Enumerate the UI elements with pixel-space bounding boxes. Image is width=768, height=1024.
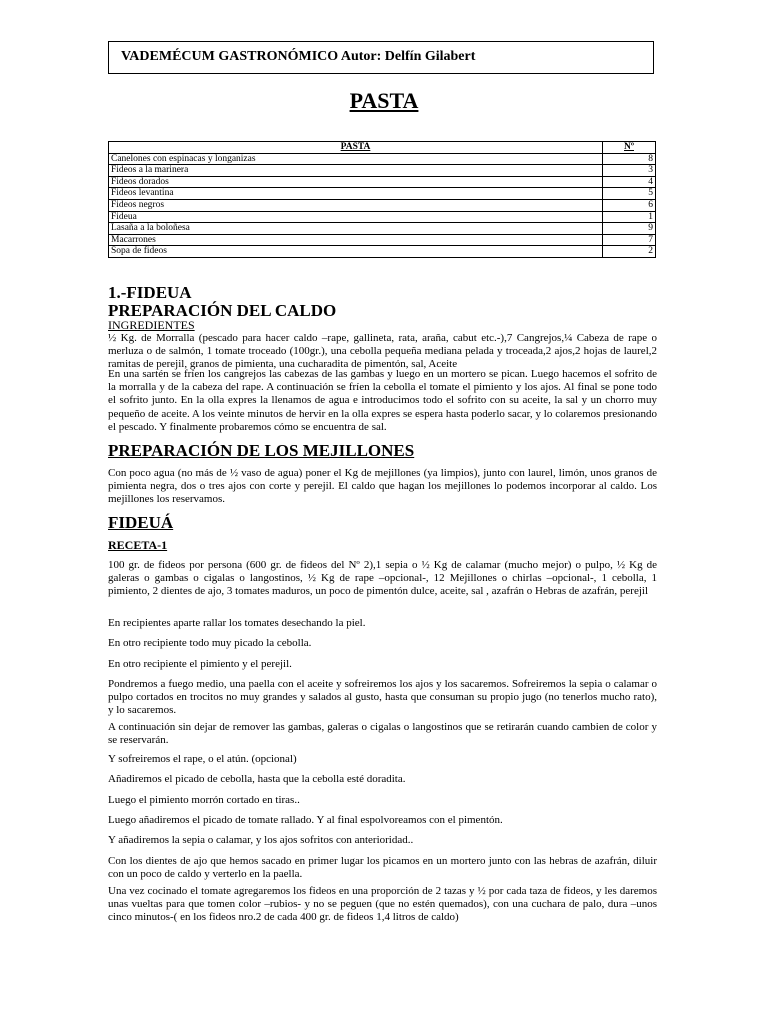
recipe-step: En otro recipiente todo muy picado la cebolla. xyxy=(108,637,312,649)
table-row xyxy=(109,199,656,211)
recipe-name-cell: Macarrones xyxy=(109,234,603,246)
recipe-number-cell: 7 xyxy=(603,234,656,246)
ingredients-paragraph: ½ Kg. de Morralla (pescado para hacer caldo –rape, gallineta, rata, araña, cabut etc.-),7 Cangrejos,¼ Cabeza de rape o merluza o de salmón, 1 tomate troceado (100gr.), una cebolla pequeña mediana pelada y troceada,2 ajos,2 hojas de laurel,2 ramitas de perejil, granos de pimienta, una cucharadita de pimentón, sal, Aceite xyxy=(108,332,657,371)
table-row xyxy=(109,153,656,165)
recipe-number-cell: 5 xyxy=(603,188,656,200)
caldo-preparation-paragraph: En una sartén se fríen los cangrejos las cabezas de las gambas y luego en un mortero se pican. Luego hacemos el sofrito de la morralla y de la cabeza del rape. A continuación se fríen la cebolla el tomate el pimiento y los ajos. Al final se pone todo el sofrito junto. En la olla expres la llenamos de agua e introducimos todo el sofrito con su aceite, la sal y un chorro muy pequeño de aceite. A los veinte minutos de hervir en la olla expres se espera hasta poderlo sacar, y lo colaremos presionando el pescado. Y finalmente probaremos cómo se encuentra de sal. xyxy=(108,368,657,433)
column-header-number: Nº xyxy=(603,142,656,154)
recipe-ingredients-paragraph: 100 gr. de fideos por persona (600 gr. de fideos del Nº 2),1 sepia o ½ Kg de calamar (mucho mejor) o pulpo, ½ Kg de galeras o gambas o cigalas o langostinos, ½ Kg de rape –opcional-, 12 Mejillones o chirlas –opcional-, 1 cebolla, 1 pimiento, 2 dientes de ajo, 3 tomates maduros, un poco de pimentón dulce, aceite, sal , azafrán o Hebras de azafrán, perejil xyxy=(108,559,657,598)
recipe-step: Añadiremos el picado de cebolla, hasta que la cebolla esté doradita. xyxy=(108,773,406,785)
recipe-step: Luego el pimiento morrón cortado en tiras.. xyxy=(108,794,300,806)
recipe-name-cell: Fideos a la marinera xyxy=(109,165,603,177)
table-row xyxy=(109,234,656,246)
section-heading-caldo: PREPARACIÓN DEL CALDO xyxy=(108,301,337,320)
section-heading-mejillones: PREPARACIÓN DE LOS MEJILLONES xyxy=(108,441,415,460)
table-row xyxy=(109,176,656,188)
recipe-step: A continuación sin dejar de remover las gambas, galeras o cigalas o langostinos que se retirarán cuando cambien de color y se reservarán. xyxy=(108,721,657,747)
recipe-name-cell: Fideos negros xyxy=(109,199,603,211)
header-text: VADEMÉCUM GASTRONÓMICO Autor: Delfín Gilabert xyxy=(121,49,476,64)
recipe-number-cell: 9 xyxy=(603,223,656,235)
recipe-index-table xyxy=(108,141,656,258)
mejillones-paragraph: Con poco agua (no más de ½ vaso de agua) poner el Kg de mejillones (ya limpios), junto con laurel, limón, unos granos de pimienta negra, dos o tres ajos con corte y perejil. El caldo que hagan los mejillones lo podemos incorporar al caldo. Los mejillones los reservamos. xyxy=(108,467,657,506)
table-row xyxy=(109,223,656,235)
recipe-step: Y añadiremos la sepia o calamar, y los ajos sofritos con anterioridad.. xyxy=(108,834,414,846)
recipe-name-cell: Sopa de fideos xyxy=(109,246,603,258)
recipe-number-cell: 1 xyxy=(603,211,656,223)
table-row xyxy=(109,165,656,177)
table-header-row xyxy=(109,142,656,154)
recipe-name-cell: Fideos levantina xyxy=(109,188,603,200)
recipe-name-cell: Fideos dorados xyxy=(109,176,603,188)
section-heading-fideua: 1.-FIDEUA xyxy=(108,283,192,302)
recipe-step: Y sofreiremos el rape, o el atún. (opcional) xyxy=(108,753,297,765)
document-header xyxy=(108,41,654,74)
recipe-number-cell: 4 xyxy=(603,176,656,188)
column-header-recipe: PASTA xyxy=(109,142,603,154)
recipe-number-cell: 6 xyxy=(603,199,656,211)
table-row xyxy=(109,211,656,223)
recipe-number-cell: 2 xyxy=(603,246,656,258)
recipe-number-cell: 3 xyxy=(603,165,656,177)
ingredients-label: INGREDIENTES xyxy=(108,318,195,332)
page-title: PASTA xyxy=(349,88,419,113)
recipe-step: En recipientes aparte rallar los tomates desechando la piel. xyxy=(108,617,366,629)
recipe-step: En otro recipiente el pimiento y el perejil. xyxy=(108,658,292,670)
table-row xyxy=(109,188,656,200)
recipe-step: Una vez cocinado el tomate agregaremos los fideos en una proporción de 2 tazas y ½ por cada taza de fideos, y les daremos unas vueltas para que tomen color –rubios- y no se peguen (que no estén quemados), con una cuchara de palo, dura –unos cinco minutos-( en los fideos nro.2 de cada 400 gr. de fideos 1,4 litros de caldo) xyxy=(108,885,657,924)
recipe-number-cell: 8 xyxy=(603,153,656,165)
recipe-step: Luego añadiremos el picado de tomate rallado. Y al final espolvoreamos con el pimentón. xyxy=(108,814,503,826)
table-row xyxy=(109,246,656,258)
section-heading-fideua-recipe: FIDEUÁ xyxy=(108,513,174,532)
recipe-name-cell: Canelones con espinacas y longanizas xyxy=(109,153,603,165)
recipe-label: RECETA-1 xyxy=(108,538,168,552)
recipe-step: Pondremos a fuego medio, una paella con el aceite y sofreiremos los ajos y los sacaremos. Sofreiremos la sepia o calamar o pulpo cortados en trocitos no muy grandes y salados al gusto, hasta que consuman su propio jugo (no tenerlos mucho rato), y lo sacaremos. xyxy=(108,678,657,717)
recipe-name-cell: Lasaña a la boloñesa xyxy=(109,223,603,235)
recipe-step: Con los dientes de ajo que hemos sacado en primer lugar los picamos en un mortero junto con las hebras de azafrán, diluir con un poco de caldo y verterlo en la paella. xyxy=(108,855,657,881)
recipe-name-cell: Fideua xyxy=(109,211,603,223)
